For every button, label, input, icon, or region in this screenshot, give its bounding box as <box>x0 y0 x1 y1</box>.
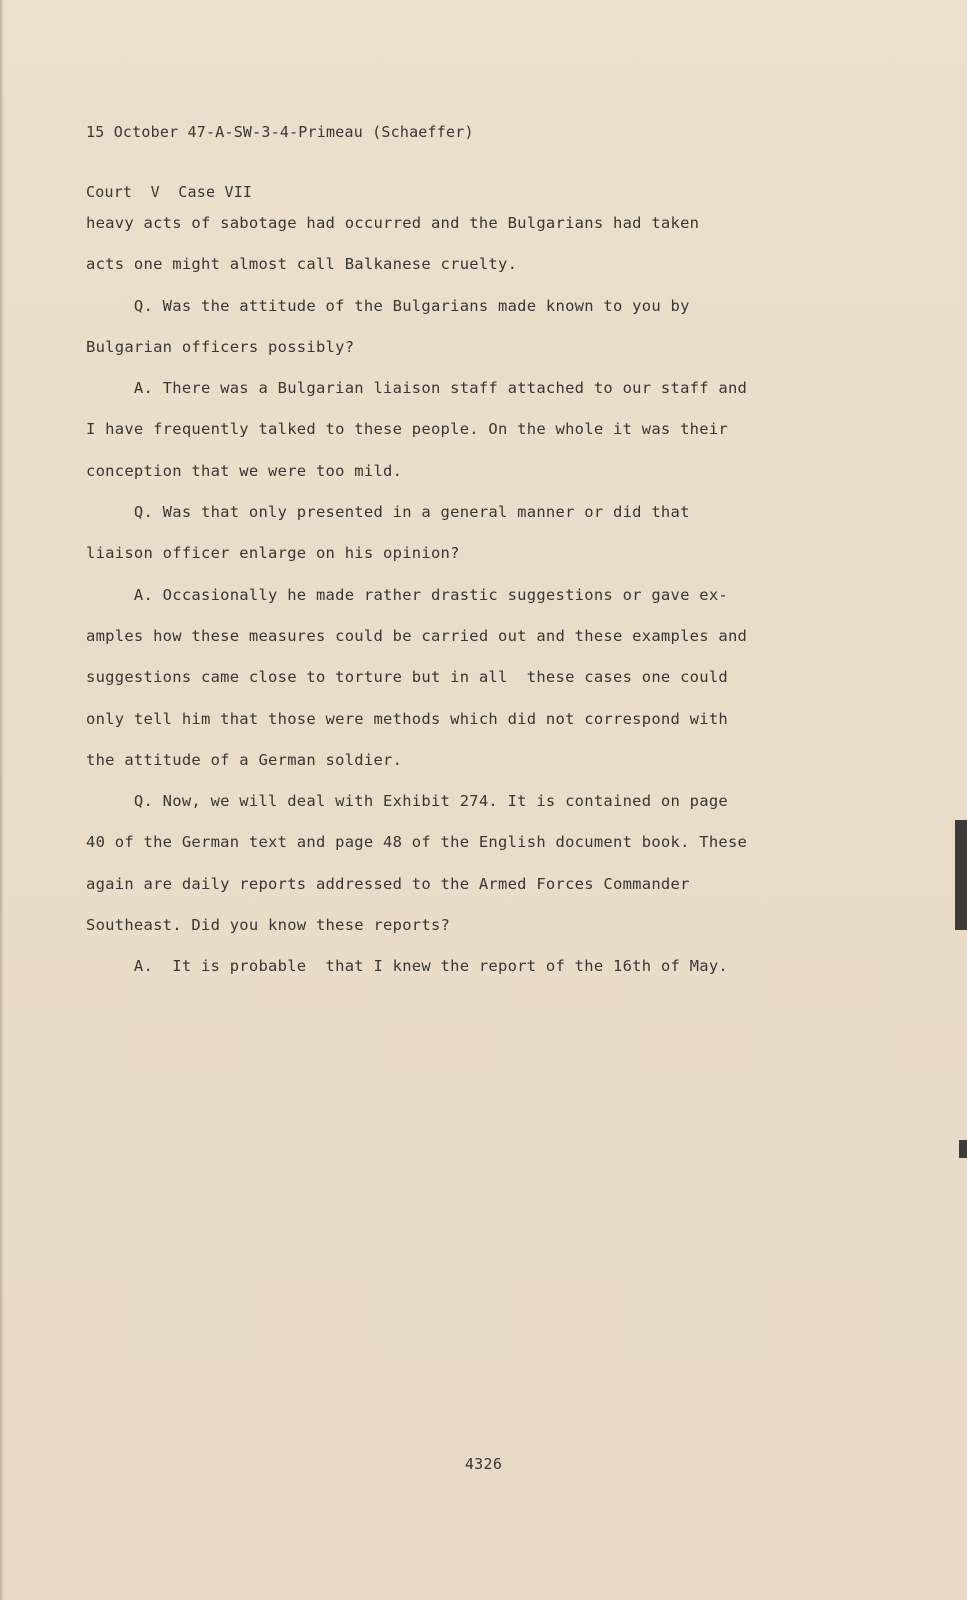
page-number: 4326 <box>464 1455 503 1473</box>
binding-mark <box>959 1140 967 1158</box>
body-line: only tell him that those were methods which did not correspond with <box>86 709 728 728</box>
question-line: Q. Was the attitude of the Bulgarians made known to you by <box>86 296 690 315</box>
body-line: the attitude of a German soldier. <box>86 750 403 769</box>
body-line: suggestions came close to torture but in all these cases one could <box>86 668 728 687</box>
answer-line: A. There was a Bulgarian liaison staff attached to our staff and <box>86 379 748 398</box>
body-line: liaison officer enlarge on his opinion? <box>86 544 460 563</box>
body-line: acts one might almost call Balkanese cruelty. <box>86 255 518 274</box>
question-line: Q. Was that only presented in a general manner or did that <box>86 503 690 522</box>
body-line: 40 of the German text and page 48 of the English document book. These <box>86 833 748 852</box>
body-line: heavy acts of sabotage had occurred and the Bulgarians had taken <box>86 214 700 232</box>
header-case-line: Court V Case VII <box>86 183 253 201</box>
transcript-body <box>86 203 846 988</box>
body-line: I have frequently talked to these people. On the whole it was their <box>86 420 728 439</box>
header-session-line: 15 October 47-A-SW-3-4-Primeau (Schaeffer) <box>86 123 474 141</box>
body-line: Bulgarian officers possibly? <box>86 337 355 356</box>
body-line: again are daily reports addressed to the Armed Forces Commander <box>86 874 690 893</box>
paper-edge <box>0 0 4 1600</box>
body-line: conception that we were too mild. <box>86 461 403 480</box>
answer-line: A. Occasionally he made rather drastic suggestions or gave ex- <box>86 585 728 604</box>
binding-mark <box>955 820 967 930</box>
answer-line: A. It is probable that I knew the report of the 16th of May. <box>86 957 728 976</box>
body-line: amples how these measures could be carried out and these examples and <box>86 626 748 645</box>
body-line: Southeast. Did you know these reports? <box>86 916 451 935</box>
question-line: Q. Now, we will deal with Exhibit 274. It is contained on page <box>86 792 728 811</box>
